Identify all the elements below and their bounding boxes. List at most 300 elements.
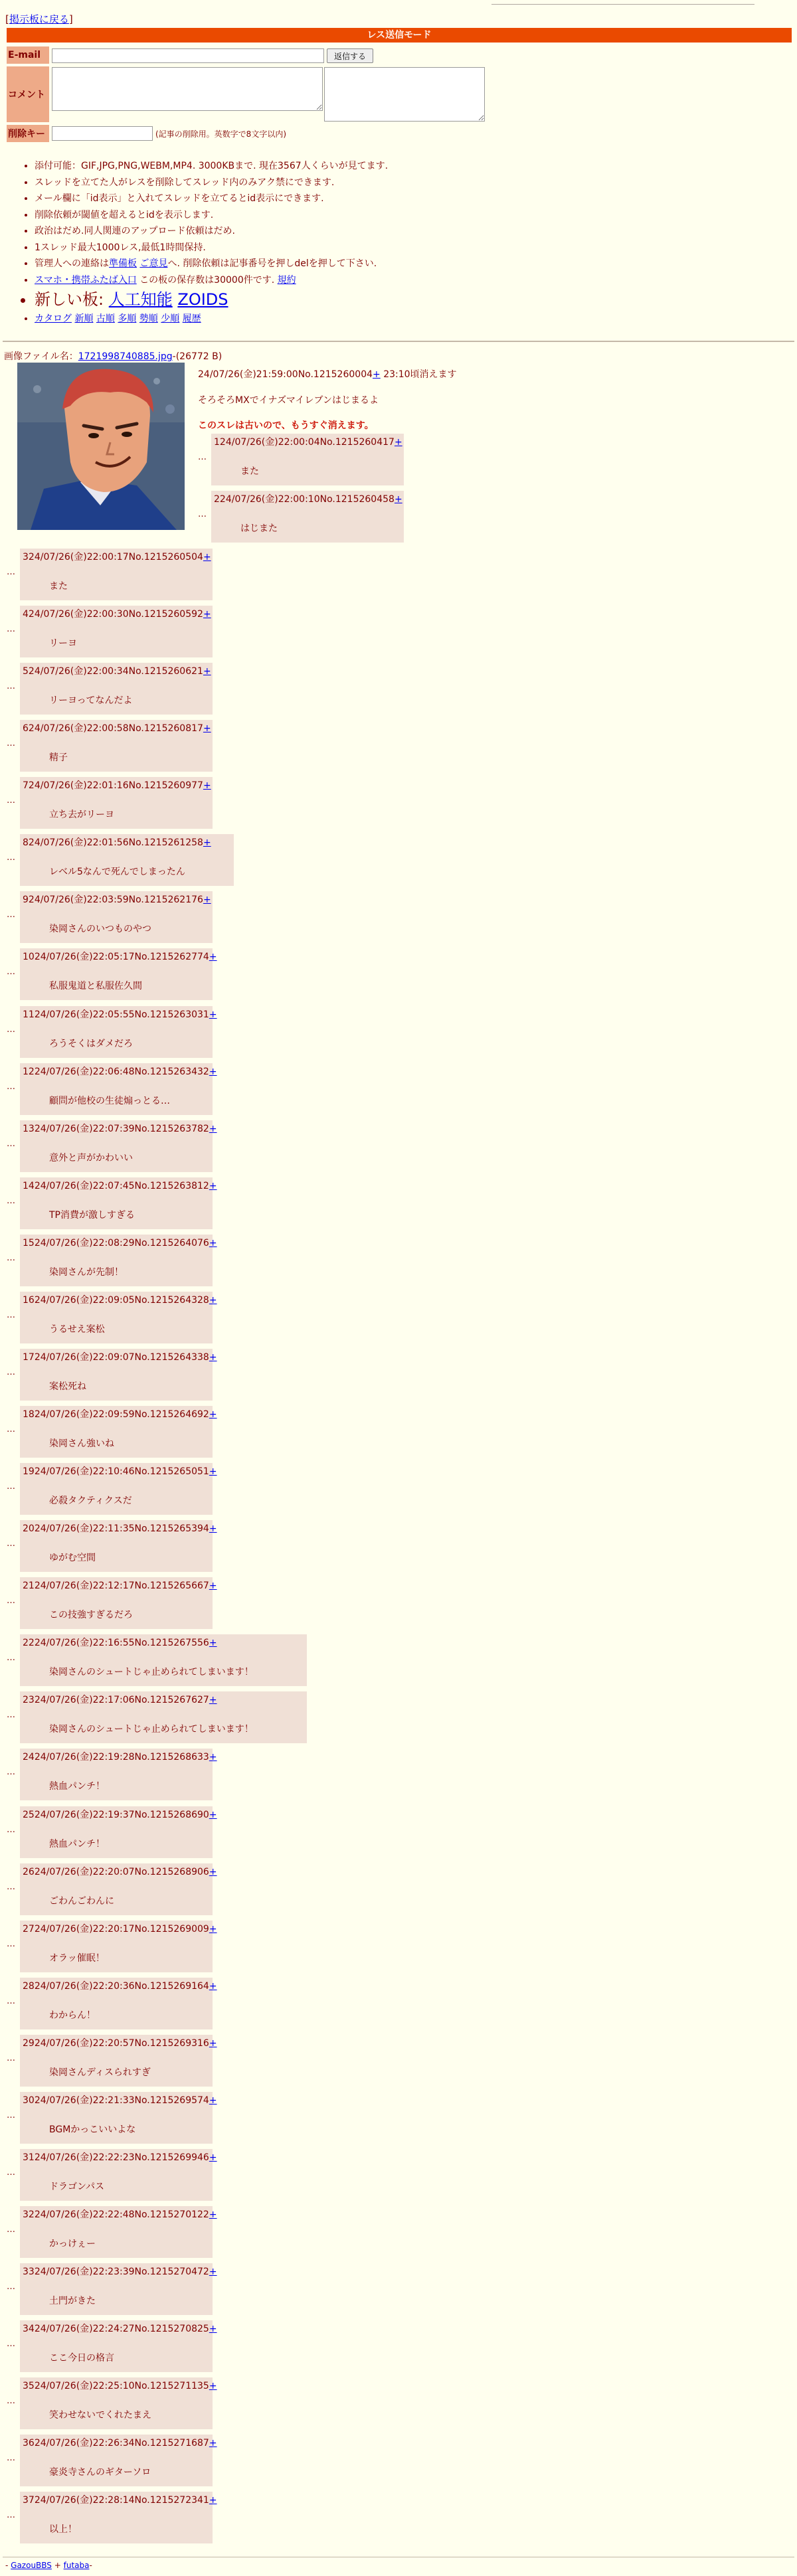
reply-ellipsis: … xyxy=(7,1025,15,1035)
comment-textarea-extra[interactable] xyxy=(324,67,485,122)
reply-index: 25 xyxy=(23,1810,35,1820)
board-rules xyxy=(20,158,784,327)
sort-momentum-link[interactable]: 勢順 xyxy=(139,313,158,324)
reply-index: 6 xyxy=(23,723,29,734)
reply-body: 案松死ね xyxy=(49,1381,86,1392)
reply-post xyxy=(7,1863,215,1917)
sort-old-link[interactable]: 古順 xyxy=(96,313,115,324)
reply-date: 24/07/26(金)22:19:37 xyxy=(34,1810,135,1820)
reply-ellipsis: … xyxy=(7,738,15,748)
delete-key-label: 削除キー xyxy=(7,125,49,142)
reply-plus-link[interactable]: + xyxy=(209,2152,217,2163)
new-boards-label: 新しい板: xyxy=(35,290,104,309)
reply-plus-link[interactable]: + xyxy=(209,2495,217,2506)
sort-few-link[interactable]: 少順 xyxy=(161,313,180,324)
reply-plus-link[interactable]: + xyxy=(209,1523,217,1534)
old-thread-warning: このスレは古いので、もうすぐ消えます。 xyxy=(198,420,374,431)
reply-box xyxy=(20,2492,217,2543)
reply-index: 36 xyxy=(23,2438,35,2448)
reply-ellipsis: … xyxy=(7,2339,15,2349)
ai-board-link[interactable]: 人工知能 xyxy=(108,290,173,309)
reply-number[interactable]: No.1215264338 xyxy=(134,1352,209,1363)
reply-date: 24/07/26(金)22:00:34 xyxy=(28,666,129,677)
reply-date: 24/07/26(金)22:01:56 xyxy=(28,837,129,848)
reply-ellipsis: … xyxy=(7,1082,15,1092)
reply-date: 24/07/26(金)22:17:06 xyxy=(34,1695,135,1705)
reply-plus-link[interactable]: + xyxy=(203,609,211,620)
reply-header xyxy=(23,2152,217,2164)
reply-post xyxy=(7,1235,215,1288)
reply-box xyxy=(20,2092,217,2144)
reply-plus-link[interactable]: + xyxy=(209,1009,217,1020)
reply-plus-link[interactable]: + xyxy=(394,494,402,505)
reply-index: 21 xyxy=(23,1581,35,1591)
reply-post xyxy=(198,491,406,544)
reply-box xyxy=(20,1463,217,1515)
reply-plus-link[interactable]: + xyxy=(209,2381,217,2391)
reply-post xyxy=(7,606,215,659)
reply-date: 24/07/26(金)22:00:04 xyxy=(219,437,320,448)
reply-date: 24/07/26(金)22:03:59 xyxy=(28,895,129,905)
reply-index: 28 xyxy=(23,1981,35,1992)
reply-number[interactable]: No.1215269574 xyxy=(134,2095,209,2106)
reply-index: 32 xyxy=(23,2209,35,2220)
reply-date: 24/07/26(金)22:06:48 xyxy=(34,1067,135,1077)
terms-link[interactable]: 規約 xyxy=(277,274,296,286)
reply-date: 24/07/26(金)22:09:59 xyxy=(34,1409,135,1420)
reply-post xyxy=(7,549,215,602)
reply-number[interactable]: No.1215263432 xyxy=(134,1067,209,1077)
reply-box xyxy=(20,948,217,1000)
reply-number[interactable]: No.1215260817 xyxy=(128,723,203,734)
reply-index: 30 xyxy=(23,2095,35,2106)
reply-header xyxy=(23,2095,217,2106)
reply-date: 24/07/26(金)22:00:17 xyxy=(28,552,129,562)
reply-number[interactable]: No.1215265051 xyxy=(134,1466,209,1477)
back-nav xyxy=(5,12,73,26)
reply-plus-link[interactable]: + xyxy=(209,1981,217,1992)
reply-index: 31 xyxy=(23,2152,35,2163)
reply-number[interactable]: No.1215270825 xyxy=(134,2324,209,2334)
thread-divider xyxy=(3,341,794,342)
reply-date: 24/07/26(金)22:21:33 xyxy=(34,2095,135,2106)
submit-reply-button[interactable]: 返信する xyxy=(327,48,373,63)
reply-body: 染岡さんのシュートじゃ止められてしまいます！ xyxy=(49,1667,254,1677)
reply-plus-link[interactable]: + xyxy=(209,1295,217,1306)
reply-body: 土門がきた xyxy=(49,2296,96,2306)
reply-plus-link[interactable]: + xyxy=(203,723,211,734)
reply-ellipsis: … xyxy=(7,2510,15,2520)
reply-number[interactable]: No.1215263031 xyxy=(134,1009,209,1020)
reply-box xyxy=(20,1806,217,1858)
reply-box xyxy=(20,720,213,772)
reply-header xyxy=(23,1009,217,1021)
reply-box xyxy=(20,2149,217,2201)
reply-body: ドラゴンパス xyxy=(49,2182,105,2192)
reply-header xyxy=(23,1694,304,1706)
reply-number[interactable]: No.1215260504 xyxy=(128,552,203,562)
rule-item: • 添付可能：GIF,JPG,PNG,WEBM,MP4. 3000KBまで. 現在3567人くらいが見てます. xyxy=(35,158,784,175)
top-divider xyxy=(491,4,754,5)
reply-number[interactable]: No.1215272341 xyxy=(134,2495,209,2506)
op-number[interactable]: No.1215260004 xyxy=(298,369,373,380)
reply-plus-link[interactable]: + xyxy=(209,1810,217,1820)
reply-number[interactable]: No.1215262774 xyxy=(134,952,209,962)
reply-index: 17 xyxy=(23,1352,35,1363)
reply-post xyxy=(7,2435,215,2488)
reply-date: 24/07/26(金)22:10:46 xyxy=(34,1466,135,1477)
reply-number[interactable]: No.1215260621 xyxy=(128,666,203,677)
reply-post xyxy=(7,663,215,716)
reply-header xyxy=(23,780,210,792)
reply-date: 24/07/26(金)22:07:45 xyxy=(34,1181,135,1191)
reply-date: 24/07/26(金)22:09:07 xyxy=(34,1352,135,1363)
reply-index: 11 xyxy=(23,1009,35,1020)
reply-ellipsis: … xyxy=(7,1424,15,1434)
reply-date: 24/07/26(金)22:20:36 xyxy=(34,1981,135,1992)
reply-date: 24/07/26(金)22:07:39 xyxy=(34,1124,135,1134)
storage-text: この板の保存数は30000件です. xyxy=(139,274,275,286)
file-label: 画像ファイル名： xyxy=(4,351,78,362)
reply-index: 4 xyxy=(23,609,29,620)
reply-body: 私服鬼道と私服佐久間 xyxy=(49,981,142,991)
rule-item: • 1スレッド最大1000レス,最低1時間保持. xyxy=(35,240,784,256)
reply-plus-link[interactable]: + xyxy=(203,895,211,905)
reply-ellipsis: … xyxy=(7,1939,15,1949)
reply-ellipsis: … xyxy=(7,967,15,977)
zoids-board-link[interactable]: ZOIDS xyxy=(177,290,228,309)
op-date: 24/07/26(金)21:59:00 xyxy=(198,369,298,380)
reply-header xyxy=(23,1466,217,1478)
reply-index: 27 xyxy=(23,1924,35,1934)
reply-body: 以上！ xyxy=(49,2524,77,2535)
reply-index: 35 xyxy=(23,2381,35,2391)
reply-date: 24/07/26(金)22:20:57 xyxy=(34,2038,135,2049)
history-link[interactable]: 履歴 xyxy=(182,313,201,324)
reply-box xyxy=(20,2035,217,2087)
reply-index: 5 xyxy=(23,666,29,677)
reply-number[interactable]: No.1215271135 xyxy=(134,2381,209,2391)
reply-date: 24/07/26(金)22:19:28 xyxy=(34,1752,135,1762)
reply-plus-link[interactable]: + xyxy=(209,952,217,962)
reply-date: 24/07/26(金)22:09:05 xyxy=(34,1295,135,1306)
reply-number[interactable]: No.1215270122 xyxy=(134,2209,209,2220)
reply-post xyxy=(7,1806,215,1859)
reply-number[interactable]: No.1215260417 xyxy=(319,437,395,448)
reply-index: 24 xyxy=(23,1752,35,1762)
op-plus-link[interactable]: + xyxy=(373,369,381,380)
reply-ellipsis: … xyxy=(7,681,15,691)
reply-header xyxy=(23,1980,217,1992)
reply-post xyxy=(7,1921,215,1974)
reply-index: 8 xyxy=(23,837,29,848)
op-header xyxy=(198,367,457,381)
reply-ellipsis: … xyxy=(7,1653,15,1663)
reply-index: 37 xyxy=(23,2495,35,2506)
reply-plus-link[interactable]: + xyxy=(209,1067,217,1077)
reply-header xyxy=(23,551,210,563)
reply-date: 24/07/26(金)22:22:23 xyxy=(34,2152,135,2163)
gazoubbs-link[interactable]: GazouBBS xyxy=(11,2561,52,2570)
reply-date: 24/07/26(金)22:23:39 xyxy=(34,2267,135,2277)
sort-many-link[interactable]: 多順 xyxy=(118,313,137,324)
reply-index: 22 xyxy=(23,1638,35,1648)
catalog-link[interactable]: カタログ xyxy=(35,313,72,324)
reply-post xyxy=(7,1120,215,1173)
reply-plus-link[interactable]: + xyxy=(209,2438,217,2448)
reply-index: 20 xyxy=(23,1523,35,1534)
reply-ellipsis: … xyxy=(7,1596,15,1606)
reply-mode-banner: レス送信モード xyxy=(7,28,792,43)
bracket-open: [ xyxy=(5,13,9,25)
reply-plus-link[interactable]: + xyxy=(209,1581,217,1591)
reply-post xyxy=(7,1406,215,1459)
reply-box xyxy=(20,1120,217,1172)
reply-ellipsis: … xyxy=(7,1482,15,1492)
reply-plus-link[interactable]: + xyxy=(209,1124,217,1134)
reply-date: 24/07/26(金)22:11:35 xyxy=(34,1523,135,1534)
reply-plus-link[interactable]: + xyxy=(209,1466,217,1477)
reply-index: 23 xyxy=(23,1695,35,1705)
reply-plus-link[interactable]: + xyxy=(209,1638,217,1648)
reply-index: 15 xyxy=(23,1238,35,1248)
reply-post xyxy=(7,1691,310,1745)
reply-ellipsis: … xyxy=(7,1367,15,1377)
reply-plus-link[interactable]: + xyxy=(203,666,211,677)
reply-post xyxy=(7,1749,215,1802)
reply-number[interactable]: No.1215263782 xyxy=(134,1124,209,1134)
reply-post xyxy=(7,2320,215,2373)
reply-number[interactable]: No.1215268906 xyxy=(134,1867,209,1877)
reply-box xyxy=(20,1006,217,1058)
reply-number[interactable]: No.1215268690 xyxy=(134,1810,209,1820)
reply-number[interactable]: No.1215269164 xyxy=(134,1981,209,1992)
reply-header xyxy=(23,2437,217,2449)
reply-box xyxy=(20,777,213,829)
prep-board-link[interactable]: 準備板 xyxy=(109,258,137,269)
reply-number[interactable]: No.1215269009 xyxy=(134,1924,209,1934)
reply-number[interactable]: No.1215264692 xyxy=(134,1409,209,1420)
reply-body: 必殺タクティクスだ xyxy=(49,1496,132,1506)
reply-plus-link[interactable]: + xyxy=(209,1409,217,1420)
reply-date: 24/07/26(金)22:25:10 xyxy=(34,2381,135,2391)
reply-header xyxy=(23,665,210,677)
reply-body: ここ今日の格言 xyxy=(49,2353,114,2363)
reply-plus-link[interactable]: + xyxy=(209,2324,217,2334)
reply-ellipsis: … xyxy=(7,2053,15,2063)
futaba-link[interactable]: futaba xyxy=(63,2561,90,2570)
back-to-board-link[interactable]: 掲示板に戻る xyxy=(9,13,69,25)
reply-body: BGMかっこいいよな xyxy=(49,2124,136,2135)
reply-plus-link[interactable]: + xyxy=(203,780,211,791)
reply-number[interactable]: No.1215269946 xyxy=(134,2152,209,2163)
reply-plus-link[interactable]: + xyxy=(209,1352,217,1363)
reply-plus-link[interactable]: + xyxy=(394,437,402,448)
reply-ellipsis: … xyxy=(7,624,15,634)
reply-date: 24/07/26(金)22:26:34 xyxy=(34,2438,135,2448)
reply-body: レベル5なんで死んでしまったん xyxy=(49,867,185,877)
reply-box xyxy=(20,1177,217,1229)
reply-number[interactable]: No.1215265394 xyxy=(134,1523,209,1534)
reply-body: ゆがむ空間 xyxy=(49,1553,96,1563)
reply-plus-link[interactable]: + xyxy=(209,1867,217,1877)
bracket-close: ] xyxy=(68,13,73,25)
reply-post xyxy=(7,1177,215,1231)
reply-box xyxy=(20,2377,217,2429)
reply-post xyxy=(7,1577,215,1630)
reply-date: 24/07/26(金)22:00:30 xyxy=(28,609,129,620)
reply-header xyxy=(23,1637,304,1649)
reply-ellipsis: … xyxy=(198,452,206,462)
op-file-link[interactable]: 1721998740885.jpg xyxy=(78,351,173,362)
reply-body: この技強すぎるだろ xyxy=(49,1610,133,1620)
feedback-link[interactable]: ご意見 xyxy=(139,258,168,269)
op-body: そろそろMXでイナズマイレブンはじまるよ xyxy=(198,395,379,406)
reply-number[interactable]: No.1215260592 xyxy=(128,609,203,620)
reply-post xyxy=(198,434,406,487)
reply-post xyxy=(7,1349,215,1402)
reply-ellipsis: … xyxy=(7,567,15,577)
comment-textarea[interactable] xyxy=(52,67,323,111)
reply-date: 24/07/26(金)22:00:58 xyxy=(28,723,129,734)
rule-item: • 削除依頼が閾値を超えるとidを表示します. xyxy=(35,207,784,224)
reply-index: 7 xyxy=(23,780,29,791)
reply-post xyxy=(7,2492,215,2545)
reply-post xyxy=(7,1292,215,1345)
reply-date: 24/07/26(金)22:00:10 xyxy=(219,494,320,505)
reply-post xyxy=(7,2149,215,2202)
reply-post xyxy=(7,1006,215,1059)
reply-index: 29 xyxy=(23,2038,35,2049)
file-size: -(26772 B) xyxy=(172,351,222,362)
rule-item xyxy=(35,256,784,272)
reply-box xyxy=(20,1292,217,1343)
reply-plus-link[interactable]: + xyxy=(209,1752,217,1762)
reply-index: 14 xyxy=(23,1181,35,1191)
reply-plus-link[interactable]: + xyxy=(209,1238,217,1248)
reply-box xyxy=(20,1863,217,1915)
reply-index: 26 xyxy=(23,1867,35,1877)
reply-header xyxy=(23,1180,217,1192)
reply-body: うるせえ案松 xyxy=(49,1324,105,1335)
reply-box xyxy=(20,891,213,943)
rule-item: • スレッドを立てた人がレスを削除してスレッド内のみアク禁にできます. xyxy=(35,175,784,191)
reply-box xyxy=(20,1978,217,2029)
reply-plus-link[interactable]: + xyxy=(209,1695,217,1705)
reply-date: 24/07/26(金)22:01:16 xyxy=(28,780,129,791)
reply-header xyxy=(23,951,217,963)
reply-header xyxy=(23,2323,217,2335)
delete-key-field[interactable] xyxy=(52,126,153,141)
reply-ellipsis: … xyxy=(7,2168,15,2178)
reply-box xyxy=(20,1577,217,1629)
reply-number[interactable]: No.1215271687 xyxy=(134,2438,209,2448)
reply-post xyxy=(7,2377,215,2431)
reply-index: 10 xyxy=(23,952,35,962)
reply-body: ごわんごわんに xyxy=(49,1896,114,1907)
footer-sep: + xyxy=(51,2561,64,2570)
reply-ellipsis: … xyxy=(7,1996,15,2006)
reply-plus-link[interactable]: + xyxy=(209,2267,217,2277)
reply-ellipsis: … xyxy=(7,1196,15,1206)
reply-index: 9 xyxy=(23,895,29,905)
reply-ellipsis: … xyxy=(7,1767,15,1777)
reply-header xyxy=(23,1123,217,1135)
reply-body: オラッ催眠！ xyxy=(49,1953,105,1964)
reply-body: 染岡さん強いね xyxy=(49,1438,114,1449)
reply-ellipsis: … xyxy=(7,796,15,806)
reply-plus-link[interactable]: + xyxy=(209,2095,217,2106)
reply-number[interactable]: No.1215270472 xyxy=(134,2267,209,2277)
reply-header xyxy=(23,1294,217,1306)
reply-post xyxy=(7,1520,215,1573)
reply-index: 34 xyxy=(23,2324,35,2334)
reply-number[interactable]: No.1215260977 xyxy=(128,780,203,791)
reply-number[interactable]: No.1215269316 xyxy=(134,2038,209,2049)
reply-body: わからん！ xyxy=(49,2010,96,2021)
reply-number[interactable]: No.1215262176 xyxy=(128,895,203,905)
reply-number[interactable]: No.1215268633 xyxy=(134,1752,209,1762)
op-file-info xyxy=(4,349,222,363)
rule-item: • 政治はだめ.同人関連のアップロード依頼はだめ. xyxy=(35,223,784,240)
reply-header xyxy=(23,1923,217,1935)
reply-plus-link[interactable]: + xyxy=(203,837,211,848)
reply-post xyxy=(7,720,215,773)
reply-number[interactable]: No.1215267556 xyxy=(134,1638,209,1648)
reply-header xyxy=(23,837,231,849)
reply-post xyxy=(7,1463,215,1516)
reply-plus-link[interactable]: + xyxy=(209,2038,217,2049)
reply-date: 24/07/26(金)22:05:17 xyxy=(34,952,135,962)
op-image[interactable] xyxy=(17,363,185,530)
reply-number[interactable]: No.1215265667 xyxy=(134,1581,209,1591)
reply-index: 3 xyxy=(23,552,29,562)
reply-plus-link[interactable]: + xyxy=(209,1181,217,1191)
reply-number[interactable]: No.1215267627 xyxy=(134,1695,209,1705)
reply-number[interactable]: No.1215261258 xyxy=(128,837,203,848)
sort-new-link[interactable]: 新順 xyxy=(74,313,94,324)
reply-header xyxy=(23,894,210,906)
reply-header xyxy=(23,2209,217,2221)
reply-box xyxy=(20,2320,217,2372)
reply-ellipsis: … xyxy=(7,1253,15,1263)
reply-number[interactable]: No.1215260458 xyxy=(319,494,395,505)
reply-ellipsis: … xyxy=(7,910,15,920)
mobile-entrance-link[interactable]: スマホ・携帯ふたば入口 xyxy=(35,274,137,286)
reply-body: 立ち去がリーヨ xyxy=(49,810,114,820)
footer-dash: - xyxy=(5,2561,11,2570)
reply-ellipsis: … xyxy=(7,1539,15,1549)
reply-number[interactable]: No.1215264328 xyxy=(134,1295,209,1306)
reply-header xyxy=(23,1809,217,1821)
reply-plus-link[interactable]: + xyxy=(209,2209,217,2220)
email-field[interactable] xyxy=(52,48,324,63)
reply-body: TP消費が激しすぎる xyxy=(49,1210,135,1221)
reply-number[interactable]: No.1215264076 xyxy=(134,1238,209,1248)
reply-number[interactable]: No.1215263812 xyxy=(134,1181,209,1191)
reply-box xyxy=(20,663,213,715)
reply-body: 笑わせないでくれたまえ xyxy=(49,2410,151,2421)
reply-post xyxy=(7,777,215,830)
reply-header xyxy=(23,2037,217,2049)
reply-ellipsis: … xyxy=(7,1825,15,1835)
reply-box xyxy=(211,491,404,543)
reply-box xyxy=(20,606,213,657)
reply-header xyxy=(23,1409,217,1420)
reply-date: 24/07/26(金)22:24:27 xyxy=(34,2324,135,2334)
reply-plus-link[interactable]: + xyxy=(203,552,211,562)
reply-plus-link[interactable]: + xyxy=(209,1924,217,1934)
